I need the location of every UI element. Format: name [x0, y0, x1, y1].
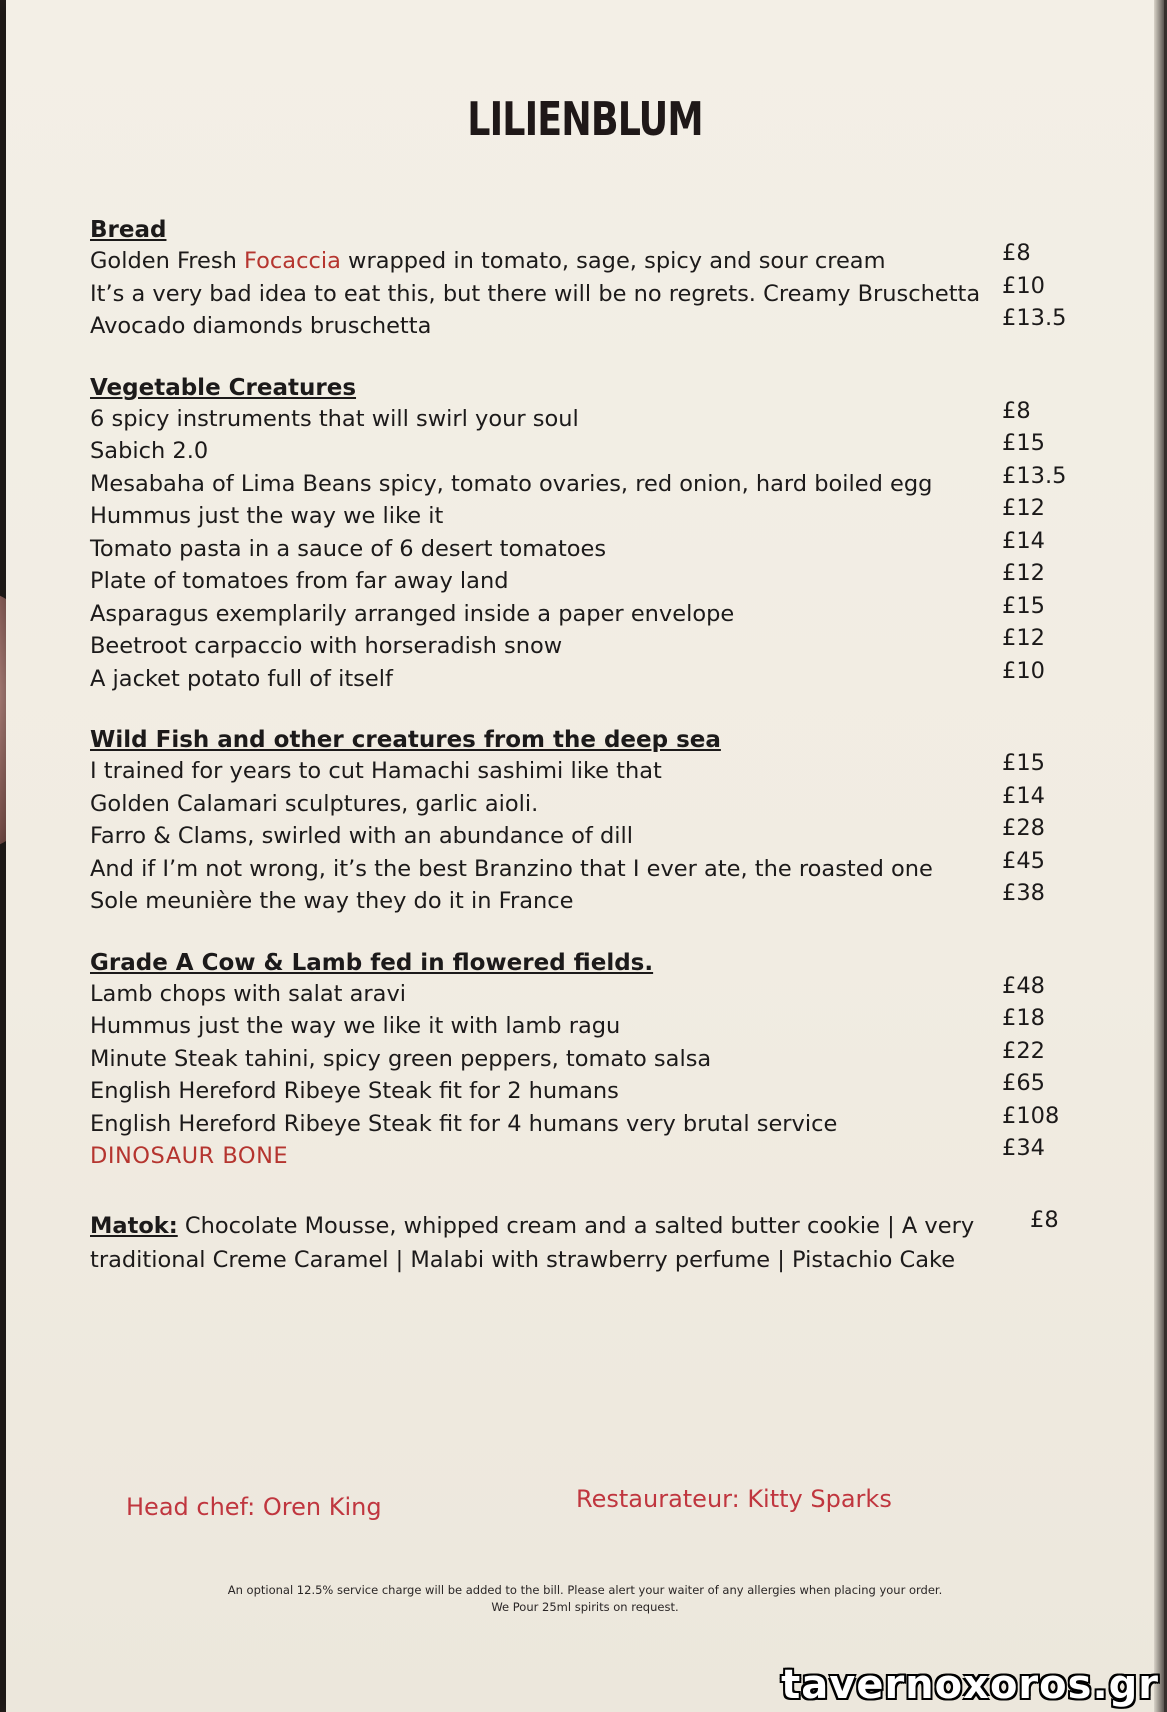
item-name	[90, 1140, 288, 1173]
service-footnote	[6, 1582, 1164, 1616]
item-name	[90, 1075, 619, 1108]
menu-item	[90, 462, 1090, 501]
menu-section	[90, 215, 1090, 343]
item-name	[90, 245, 886, 278]
item-text: English Hereford Ribeye Steak fit for 2 humans	[90, 1078, 619, 1104]
item-price: £13.5	[1002, 462, 1067, 489]
menu-item	[90, 1070, 1090, 1108]
item-name	[90, 598, 734, 631]
item-text: And if I’m not wrong, it’s the best Branzino that I ever ate, the roasted one	[90, 855, 933, 882]
menu-item	[90, 272, 1090, 311]
restaurant-logo: LILIENBLUM	[467, 92, 703, 146]
item-text: English Hereford Ribeye Steak fit for 4 humans very brutal service	[90, 1110, 838, 1137]
item-price: £38	[1002, 880, 1045, 906]
menu-item	[90, 625, 1090, 663]
menu-section	[90, 725, 1090, 918]
item-name	[90, 788, 538, 821]
item-text: Golden Calamari sculptures, garlic aioli.	[90, 790, 539, 817]
item-text: Farro & Clams, swirled with an abundance of dill	[90, 823, 633, 849]
section-heading: Wild Fish and other creatures from the deep sea	[90, 727, 721, 753]
item-text: A jacket potato full of itself	[90, 665, 393, 692]
item-name	[90, 435, 208, 468]
item-price: £28	[1002, 815, 1045, 841]
item-price: £14	[1002, 782, 1045, 809]
item-name	[90, 630, 562, 663]
menu-item	[90, 430, 1090, 468]
head-chef-credit: Head chef: Oren King	[126, 1493, 382, 1521]
section-heading: Bread	[90, 217, 167, 243]
item-price: £34	[1002, 1135, 1045, 1161]
item-name	[90, 663, 393, 696]
item-name	[90, 1108, 837, 1141]
item-text: Tomato pasta in a sauce of 6 desert tomatoes	[90, 535, 607, 562]
page-edge	[1154, 0, 1164, 1712]
item-name	[90, 500, 443, 533]
item-text: Hummus just the way we like it	[90, 503, 444, 529]
item-name	[90, 468, 932, 501]
menu-item	[90, 657, 1090, 696]
item-text: Lamb chops with salat aravi	[90, 980, 407, 1007]
menu-section	[90, 948, 1090, 1173]
item-price: £14	[1002, 527, 1045, 554]
item-price: £12	[1002, 560, 1045, 586]
item-name	[90, 1010, 620, 1043]
service-charge-note: An optional 12.5% service charge will be added to the bill. Please alert your waiter of any allergies when placing your order.	[227, 1583, 943, 1597]
menu-item	[90, 880, 1090, 918]
item-accent-text: DINOSAUR BONE	[90, 1143, 289, 1169]
item-price: £10	[1002, 272, 1045, 299]
spirits-note: We Pour 25ml spirits on request.	[491, 1600, 679, 1614]
site-watermark: tavernoxoros.gr	[781, 1662, 1159, 1708]
item-price: £15	[1002, 750, 1045, 776]
menu-item	[90, 782, 1090, 821]
dessert-block	[90, 1206, 1059, 1277]
menu-page	[6, 0, 1164, 1712]
menu-item	[90, 305, 1090, 343]
item-name	[90, 278, 980, 311]
item-price: £108	[1002, 1102, 1060, 1129]
item-price: £18	[1002, 1005, 1045, 1031]
menu-item	[90, 1037, 1090, 1076]
item-name	[90, 978, 406, 1011]
item-price: £10	[1002, 657, 1045, 684]
menu-item	[90, 495, 1090, 533]
item-text: Avocado diamonds bruschetta	[90, 313, 432, 339]
item-price: £12	[1002, 625, 1045, 651]
item-price: £45	[1002, 847, 1045, 874]
dessert-description: Chocolate Mousse, whipped cream and a salted butter cookie | A very traditional Creme Caramel | Malabi with strawberry perfume | Pistachio Cake	[90, 1212, 975, 1273]
item-price: £13.5	[1002, 305, 1067, 331]
item-text: wrapped in tomato, sage, spicy and sour cream	[340, 248, 886, 274]
item-price: £48	[1002, 972, 1045, 999]
item-price: £22	[1002, 1037, 1045, 1064]
item-text: 6 spicy instruments that will swirl your soul	[90, 405, 579, 432]
menu-body	[90, 215, 1090, 1277]
item-text: Minute Steak tahini, spicy green peppers, tomato salsa	[90, 1045, 712, 1072]
item-price: £8	[1002, 240, 1031, 266]
item-name	[90, 565, 509, 598]
item-text: Asparagus exemplarily arranged inside a paper envelope	[90, 600, 735, 627]
menu-item	[90, 560, 1090, 598]
item-name	[90, 310, 431, 343]
item-name	[90, 820, 633, 853]
item-price: £8	[1002, 397, 1031, 424]
item-accent-text: Focaccia	[244, 248, 341, 274]
menu-item	[90, 1102, 1090, 1141]
menu-item	[90, 815, 1090, 853]
item-name	[90, 755, 662, 788]
menu-item	[90, 1005, 1090, 1043]
menu-section	[90, 373, 1090, 696]
item-name	[90, 885, 573, 918]
item-price: £15	[1002, 430, 1045, 456]
menu-item	[90, 1135, 1090, 1173]
item-price: £65	[1002, 1070, 1045, 1096]
item-text: It’s a very bad idea to eat this, but there will be no regrets. Creamy Bruschetta	[90, 280, 981, 307]
menu-item	[90, 240, 1090, 278]
dessert-price: £8	[1030, 1206, 1059, 1233]
item-name	[90, 1043, 711, 1076]
dessert-heading: Matok:	[90, 1212, 178, 1239]
item-price: £15	[1002, 592, 1045, 619]
menu-item	[90, 847, 1090, 886]
item-text: Golden Fresh	[90, 248, 245, 274]
item-text: Sabich 2.0	[90, 438, 209, 464]
menu-item	[90, 592, 1090, 631]
item-name	[90, 533, 606, 566]
menu-item	[90, 527, 1090, 566]
item-text: Plate of tomatoes from far away land	[90, 568, 509, 594]
menu-item	[90, 750, 1090, 788]
section-heading: Grade A Cow & Lamb fed in flowered fields.	[90, 949, 654, 976]
item-text: Beetroot carpaccio with horseradish snow	[90, 633, 563, 659]
menu-item	[90, 972, 1090, 1011]
item-name	[90, 403, 579, 436]
restaurateur-credit: Restaurateur: Kitty Sparks	[576, 1485, 892, 1513]
item-text: Hummus just the way we like it with lamb ragu	[90, 1013, 621, 1039]
menu-item	[90, 397, 1090, 436]
item-name	[90, 853, 933, 886]
item-text: Mesabaha of Lima Beans spicy, tomato ovaries, red onion, hard boiled egg	[90, 470, 933, 497]
section-heading: Vegetable Creatures	[90, 374, 357, 401]
item-text: I trained for years to cut Hamachi sashimi like that	[90, 758, 662, 784]
item-text: Sole meunière the way they do it in France	[90, 888, 574, 914]
item-price: £12	[1002, 495, 1045, 521]
